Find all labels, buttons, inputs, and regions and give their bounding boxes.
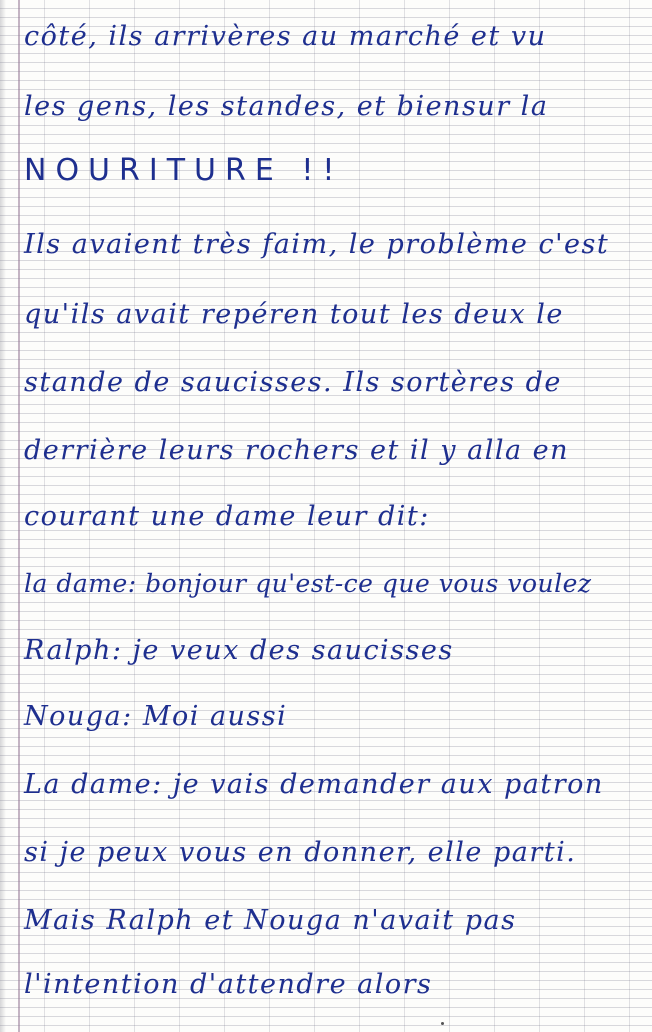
text-line-3 [24, 150, 646, 190]
ink-dot [441, 1022, 444, 1025]
handwritten-text: NOURITURE !! [24, 153, 344, 188]
text-line-14 [24, 898, 646, 938]
handwritten-text: Ils avaient très faim, le problème c'est [24, 229, 610, 260]
text-line-5 [24, 292, 646, 332]
handwritten-text: stande de saucisses. Ils sortères de [24, 367, 562, 398]
text-line-7 [24, 428, 646, 468]
handwritten-text: si je peux vous en donner, elle parti. [24, 837, 577, 868]
handwritten-text: Nouga: Moi aussi [24, 701, 288, 732]
handwritten-text: les gens, les standes, et biensur la [24, 91, 549, 122]
text-line-15 [24, 962, 646, 1002]
text-line-12 [24, 762, 646, 802]
text-line-6 [24, 360, 646, 400]
text-line-4 [24, 222, 646, 262]
handwritten-text: côté, ils arrivères au marché et vu [24, 21, 547, 52]
handwritten-text: courant une dame leur dit: [24, 501, 430, 532]
handwritten-text: derrière leurs rochers et il y alla en [24, 435, 570, 466]
margin-line [18, 0, 20, 1032]
handwritten-text: l'intention d'attendre alors [24, 969, 433, 1000]
handwritten-text: Ralph: je veux des saucisses [24, 635, 454, 666]
text-line-8 [24, 494, 646, 534]
page-binding-edge [0, 0, 6, 1032]
text-line-2 [24, 84, 646, 124]
handwritten-text: La dame: je vais demander aux patron [24, 769, 604, 800]
text-line-11 [24, 694, 646, 734]
text-line-13 [24, 830, 646, 870]
handwritten-text: Mais Ralph et Nouga n'avait pas [24, 905, 517, 936]
handwritten-text: la dame: bonjour qu'est-ce que vous voulez [24, 569, 592, 598]
text-line-10 [24, 628, 646, 668]
text-line-1 [24, 14, 646, 54]
handwritten-text: qu'ils avait repéren tout les deux le [24, 299, 564, 330]
text-line-9 [24, 560, 646, 600]
